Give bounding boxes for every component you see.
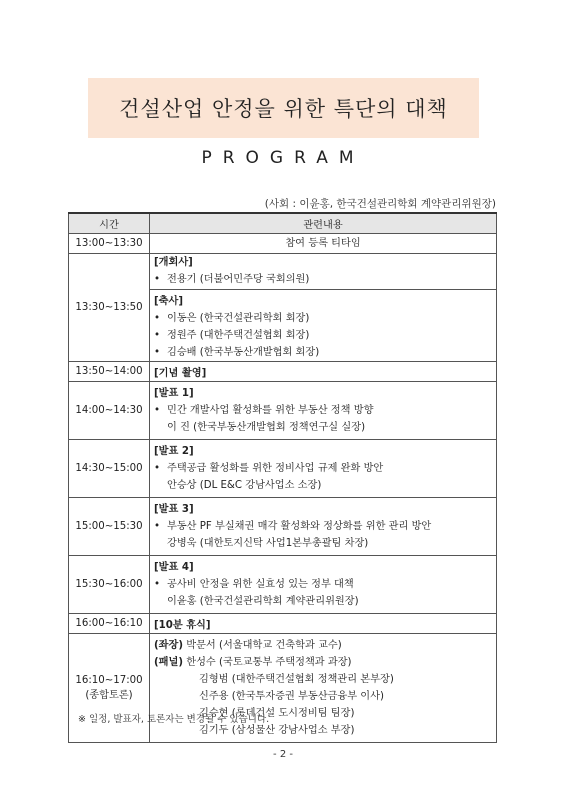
time-cell: 13:50~14:00 (69, 362, 150, 382)
list-item: • 주택공급 활성화를 위한 정비사업 규제 완화 방안 (154, 460, 492, 477)
time-label: 16:10~17:00 (75, 675, 143, 686)
table-row (69, 556, 497, 614)
speaker: 이윤홍 (한국건설관리학회 계약관리위원장) (167, 596, 359, 607)
time-cell (69, 634, 150, 743)
time-cell: 14:30~15:00 (69, 440, 150, 498)
list-item: • 김승배 (한국부동산개발협회 회장) (154, 344, 492, 361)
time-cell: 13:00~13:30 (69, 234, 150, 254)
table-row (69, 382, 497, 440)
list-item: • 부동산 PF 부실채권 매각 활성화와 정상화를 위한 관리 방안 (154, 518, 492, 535)
table-row (69, 234, 497, 254)
content-cell: [10분 휴식] (150, 614, 497, 634)
bullet: • (154, 405, 161, 416)
content-cell: [기념 촬영] (150, 362, 497, 382)
list-item: • 전용기 (더불어민주당 국회의원) (154, 271, 492, 288)
title-banner (88, 78, 479, 138)
bullet: • (154, 330, 161, 341)
footnote: ※ 일정, 발표자, 토론자는 변경될 수 있습니다. (78, 714, 270, 725)
speaker: 안승상 (DL E&C 강남사업소 소장) (167, 480, 322, 491)
list-item: • 공사비 안정을 위한 실효성 있는 정부 대책 (154, 576, 492, 593)
section-title: [개회사] (154, 257, 193, 268)
content-cell (150, 556, 497, 614)
content-cell (150, 634, 497, 743)
table-row (69, 254, 497, 362)
panelist: 신주용 (한국투자증권 부동산금융부 이사) (199, 691, 384, 702)
chair-role: (좌장) (154, 640, 183, 651)
panel-line: (패널) 한성수 (국토교통부 주택정책과 과장) (154, 657, 352, 668)
divider (150, 289, 496, 291)
page-number: - 2 - (273, 749, 293, 760)
speaker: 강병욱 (대한토지신탁 사업1본부총괄팀 차장) (167, 538, 369, 549)
session-label: (종합토론) (85, 690, 133, 701)
speaker: 이 진 (한국부동산개발협회 정책연구실 실장) (167, 422, 366, 433)
program-table (68, 212, 497, 743)
time-cell: 15:00~15:30 (69, 498, 150, 556)
content-cell (150, 254, 497, 362)
bullet: • (154, 579, 161, 590)
section-title: [발표 3] (154, 504, 194, 515)
list-item: • 정원주 (대한주택건설협회 회장) (154, 327, 492, 344)
list-item: • 이동은 (한국건설관리학회 회장) (154, 310, 492, 327)
section-title: [축사] (154, 296, 183, 307)
content-cell (150, 498, 497, 556)
header-time: 시간 (69, 213, 150, 234)
bullet: • (154, 347, 161, 358)
content-cell (150, 440, 497, 498)
bullet: • (154, 463, 161, 474)
program-heading: PROGRAM (201, 148, 365, 168)
chair-line: (좌장) 박문서 (서울대학교 건축학과 교수) (154, 640, 342, 651)
time-cell: 16:00~16:10 (69, 614, 150, 634)
time-cell: 14:00~14:30 (69, 382, 150, 440)
table-row (69, 440, 497, 498)
table-row (69, 362, 497, 382)
bullet: • (154, 521, 161, 532)
moderator-note: (사회 : 이윤홍, 한국건설관리학회 계약관리위원장) (264, 198, 496, 210)
table-row (69, 498, 497, 556)
bullet: • (154, 313, 161, 324)
panelist: 김기두 (삼성물산 강남사업소 부장) (199, 725, 355, 736)
panelist: 김승현 (롯데건설 도시정비팀 팀장) (199, 708, 355, 719)
content-cell: 참여 등록 티타임 (150, 234, 497, 254)
header-content: 관련내용 (150, 213, 497, 234)
time-cell: 13:30~13:50 (69, 254, 150, 362)
list-item: • 민간 개발사업 활성화를 위한 부동산 정책 방향 (154, 402, 492, 419)
section-title: [발표 2] (154, 446, 194, 457)
time-cell: 15:30~16:00 (69, 556, 150, 614)
section-title: [발표 1] (154, 388, 194, 399)
table-row (69, 634, 497, 743)
section-title: [발표 4] (154, 562, 194, 573)
table-row (69, 614, 497, 634)
bullet: • (154, 274, 161, 285)
content-cell (150, 382, 497, 440)
panelist: 김형범 (대한주택건설협회 정책관리 본부장) (199, 674, 394, 685)
page-title: 건설산업 안정을 위한 특단의 대책 (119, 97, 448, 121)
panel-role: (패널) (154, 657, 183, 668)
